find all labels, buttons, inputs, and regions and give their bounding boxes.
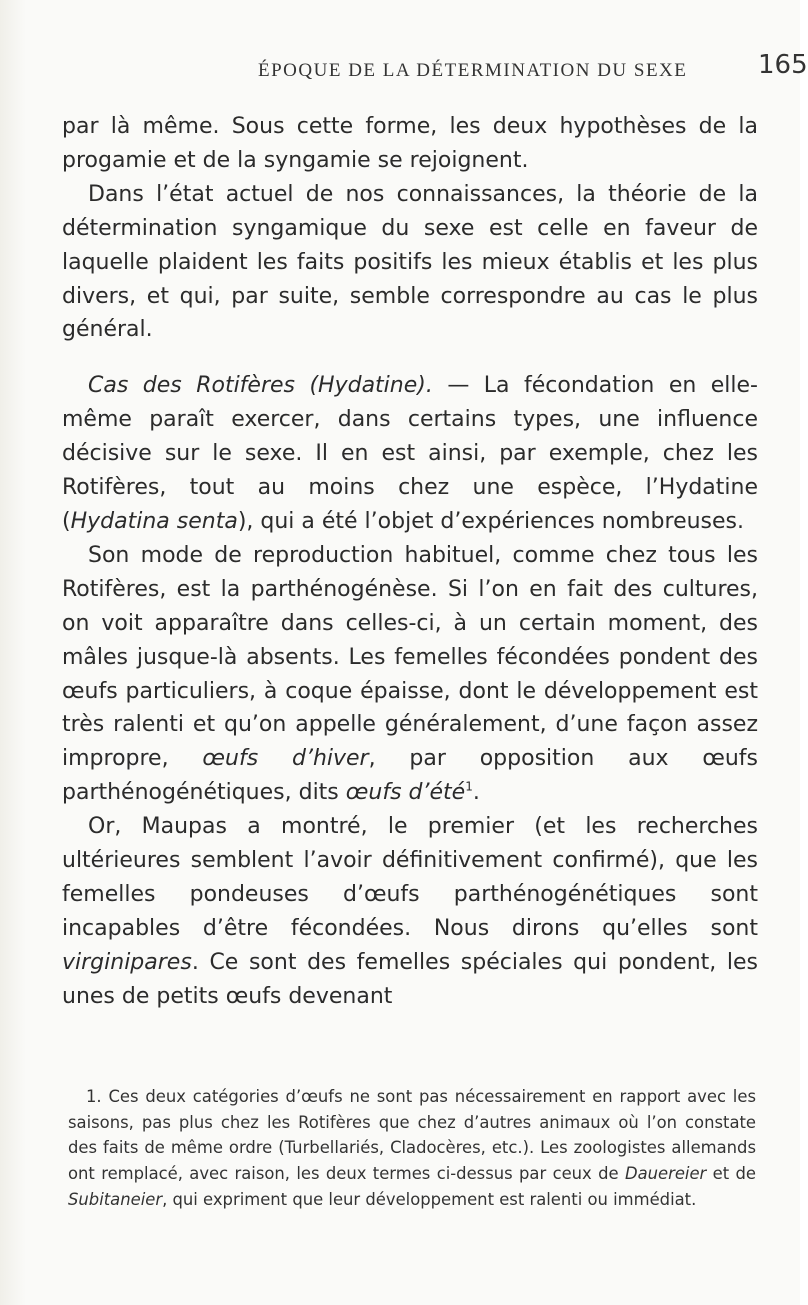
paragraph-2 [62,178,758,348]
footnotes [68,1084,756,1213]
paragraph-1-text: par là même. Sous cette forme, les deux hypothèses de la progamie et de la syngamie se rejoignent. [62,114,758,173]
footnote-1-text-a: 1. Ces deux catégories d’œufs ne sont pas nécessairement en rapport avec les saisons, pas plus chez les Rotifères que chez d’autres animaux où l’on constate des faits de même ordre (Turbellariés, Cladocères, etc.). Les zoologistes allemands ont remplacé, avec raison, les deux termes ci-dessus par ceux de [68,1087,756,1184]
term-dauereier: Dauereier [624,1164,707,1184]
term-oeufs-ete: œufs d’été [345,780,466,806]
paragraph-4-text-b: , par opposition aux œufs parthénogénétiques, dits [62,746,759,806]
paragraph-5-text-b: . Ce sont des femelles spéciales qui pondent, les unes de petits œufs devenant [62,949,758,1009]
term-oeufs-hiver: œufs d’hiver [202,746,369,772]
running-head: ÉPOQUE DE LA DÉTERMINATION DU SEXE [258,60,688,81]
section-title-rotiferes: Cas des Rotifères (Hydatine). [88,373,433,399]
page-number: 165 [758,50,808,80]
paragraph-5 [62,810,758,1013]
paragraph-3-text: — La fécondation en elle-même paraît exercer, dans certains types, une influence décisive sur le sexe. Il en est ainsi, par exemple, chez les Rotifères, tout au moins chez une espèce, l’Hydatine ( [62,373,758,534]
footnote-1-text-c: , qui expriment que leur développement est ralenti ou immédiat. [162,1189,697,1209]
body-text [62,110,758,1014]
paragraph-3-end: ), qui a été l’objet d’expériences nombreuses. [237,508,744,534]
page-left-edge-shadow [0,0,26,1305]
page-header [128,40,808,90]
footnote-1-text-b: et de [706,1164,757,1184]
term-subitaneier: Subitaneier [68,1189,163,1209]
paragraph-3 [62,369,758,539]
paragraph-2-text: Dans l’état actuel de nos connaissances, la théorie de la détermination syngamique du sexe est celle en faveur de laquelle plaident les faits positifs les mieux établis et les plus divers, et qui, par suite, semble correspondre au cas le plus général. [62,181,758,343]
paragraph-4-text-a: Son mode de reproduction habituel, comme chez tous les Rotifères, est la parthénogénèse. Si l’on en fait des cultures, on voit apparaître dans celles-ci, à un certain moment, des mâles jusque-là absents. Les femelles fécondées pondent des œufs particuliers, à coque épaisse, dont le développement est très ralenti et qu’on appelle généralement, d’une façon assez impropre, [62,542,758,772]
paragraph-4-text-c: . [472,780,480,806]
paragraph-4 [62,539,758,810]
paragraph-1 [62,110,758,178]
footnote-marker: 1 [465,779,473,794]
term-virginipares: virginipares [62,949,192,975]
species-name: Hydatina senta [70,508,238,534]
footnote-1 [68,1084,756,1213]
paragraph-5-text-a: Or, Maupas a montré, le premier (et les recherches ultérieures semblent l’avoir définitivement confirmé), que les femelles pondeuses d’œufs parthénogénétiques sont incapables d’être fécondées. Nous dirons qu’elles sont [62,814,758,941]
